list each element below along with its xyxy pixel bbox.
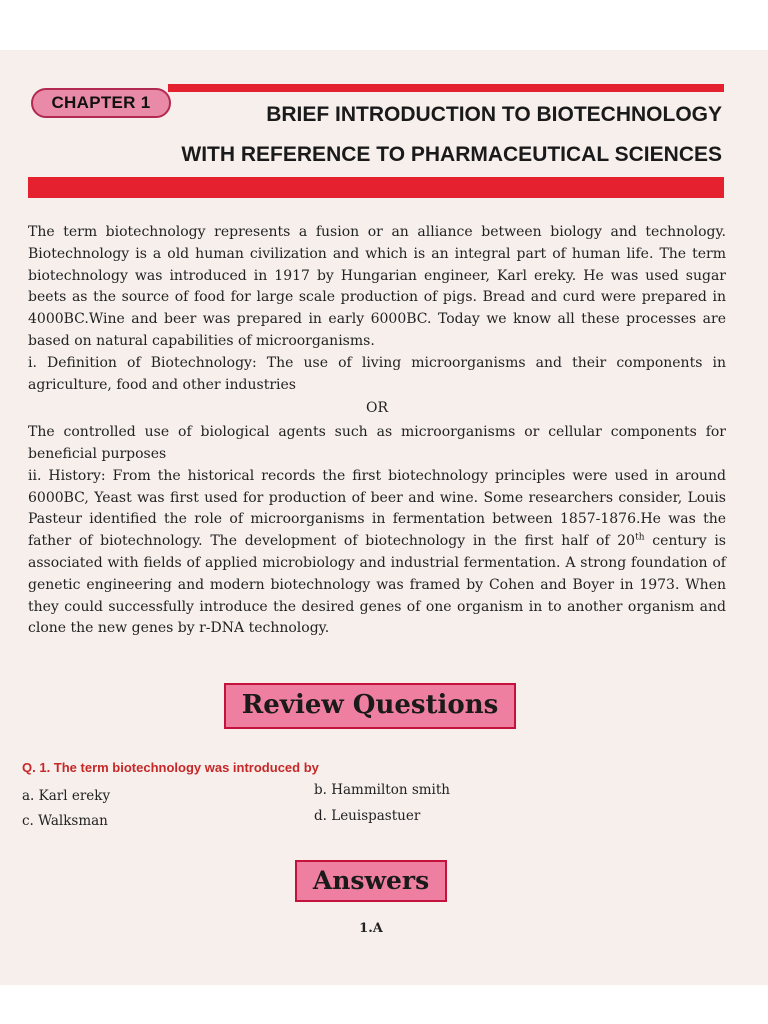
chapter-title-line1: BRIEF INTRODUCTION TO BIOTECHNOLOGY	[266, 103, 722, 126]
chapter-badge: CHAPTER 1	[31, 88, 171, 118]
history-text-part2: century is associated with fields of applied microbiology and industrial fermentation. A strong foundation of genetic engineering and modern biotechnology was framed by Cohen and Boyer in 1973. When they could successfully introduce the desired genes of one organism in to another organism and clone the new genes by r-DNA technology.	[28, 533, 726, 637]
option-a: a. Karl ereky	[22, 788, 111, 804]
option-d: d. Leuispastuer	[314, 808, 421, 824]
option-c: c. Walksman	[22, 813, 108, 829]
review-questions-heading: Review Questions	[224, 683, 516, 729]
history-paragraph	[28, 466, 726, 640]
header-top-rule	[168, 84, 724, 92]
chapter-title-line2: WITH REFERENCE TO PHARMACEUTICAL SCIENCES	[181, 143, 722, 166]
or-separator: OR	[365, 400, 389, 417]
intro-paragraph: The term biotechnology represents a fusion or an alliance between biology and technology. Biotechnology is a old human civilization and which is an integral part of human life. The term biotechnology was introduced in 1917 by Hungarian engineer, Karl ereky. He was used sugar beets as the source of food for large scale production of pigs. Bread and curd were prepared in 4000BC.Wine and beer was prepared in early 6000BC. Today we know all these processes are based on natural capabilities of microorganisms.	[28, 224, 726, 349]
header-bottom-rule	[28, 177, 724, 198]
history-text-part1: ii. History: From the historical records the first biotechnology principles were used in around 6000BC, Yeast was first used for production of beer and wine. Some researchers consider, Louis Pasteur identified the role of microorganisms in fermentation between 1857-1876.He was the father of biotechnology. The development of biotechnology in the first half of 20	[28, 467, 726, 550]
question-1: Q. 1. The term biotechnology was introduced by	[22, 760, 319, 775]
definition-alt-paragraph: The controlled use of biological agents such as microorganisms or cellular components for beneficial purposes	[28, 424, 726, 462]
definition-paragraph: i. Definition of Biotechnology: The use of living microorganisms and their components in agriculture, food and other industries	[28, 354, 726, 393]
answer-key: 1.A	[359, 921, 383, 936]
answers-heading: Answers	[295, 860, 447, 902]
chapter-body	[28, 222, 726, 640]
option-b: b. Hammilton smith	[314, 782, 450, 798]
history-superscript: th	[635, 532, 645, 543]
